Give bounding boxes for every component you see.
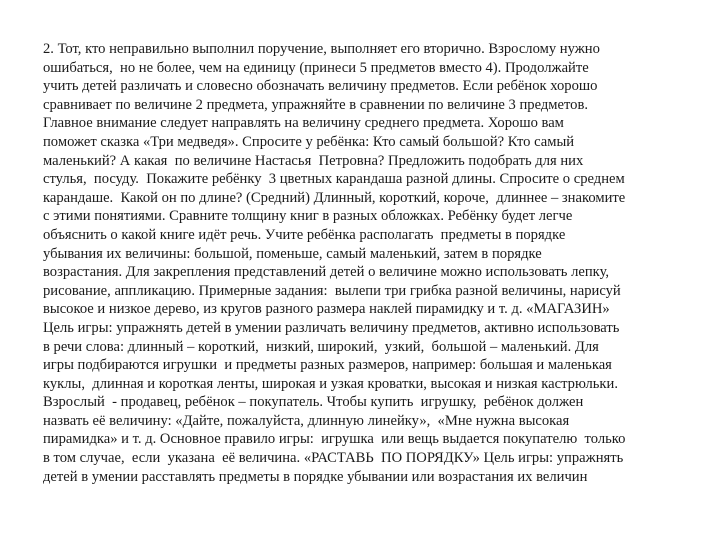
text-line: ошибаться, но не более, чем на единицу (принеси 5 предметов вместо 4). Продолжайте (43, 59, 589, 76)
text-line: объяснить о какой книге идёт речь. Учите ребёнка располагать предметы в порядке (43, 226, 566, 243)
text-line: учить детей различать и словесно обозначать величину предметов. Если ребёнок хорошо (43, 78, 598, 95)
text-line: возрастания. Для закрепления представлений детей о величине можно использовать лепку, (43, 264, 610, 281)
text-line: в том случае, если указана её величина. «РАСТАВЬ ПО ПОРЯДКУ» Цель игры: упражнять (43, 450, 624, 467)
text-line: с этими понятиями. Сравните толщину книг в разных обложках. Ребёнку будет легче (43, 208, 573, 225)
text-line: детей в умении расставлять предметы в порядке убывании или возрастания их величин (43, 468, 588, 485)
text-line: назвать её величину: «Дайте, пожалуйста, длинную линейку», «Мне нужна высокая (43, 412, 570, 429)
text-line: высокое и низкое дерево, из кругов разного размера наклей пирамидку и т. д. «МАГАЗИН» (43, 301, 610, 318)
text-line: 2. Тот, кто неправильно выполнил поручение, выполняет его вторично. Взрослому нужно (43, 41, 600, 57)
text-line: сравнивает по величине 2 предмета, упражняйте в сравнении по величине 3 предметов. (43, 96, 589, 113)
text-line: карандаше. Какой он по длине? (Средний) Длинный, короткий, короче, длиннее – знакомите (43, 189, 626, 206)
text-line: Цель игры: упражнять детей в умении различать величину предметов, активно использовать (43, 319, 620, 336)
text-line: в речи слова: длинный – короткий, низкий, широкий, узкий, большой – маленький. Для (43, 338, 599, 355)
text-line: убывания их величины: большой, поменьше, самый маленький, затем в порядке (43, 245, 542, 262)
text-line: игры подбираются игрушки и предметы разных размеров, например: большая и маленькая (43, 357, 612, 374)
text-line: поможет сказка «Три медведя». Спросите у ребёнка: Кто самый большой? Кто самый (43, 133, 575, 150)
text-line: куклы, длинная и короткая ленты, широкая и узкая кроватки, высокая и низкая кастрюльки. (43, 375, 618, 392)
text-line: Главное внимание следует направлять на величину среднего предмета. Хорошо вам (43, 115, 564, 132)
text-line: маленький? А какая по величине Настасья Петровна? Предложить подобрать для них (43, 152, 584, 169)
text-line: Взрослый - продавец, ребёнок – покупатель. Чтобы купить игрушку, ребёнок должен (43, 394, 584, 411)
text-line: пирамидка» и т. д. Основное правило игры: игрушка или вещь выдается покупателю только (43, 431, 626, 448)
text-line: стулья, посуду. Покажите ребёнку 3 цветных карандаша разной длины. Спросите о среднем (43, 171, 625, 188)
body-text (43, 40, 693, 486)
text-line: рисование, аппликацию. Примерные задания: вылепи три грибка разной величины, нарисуй (43, 282, 621, 299)
